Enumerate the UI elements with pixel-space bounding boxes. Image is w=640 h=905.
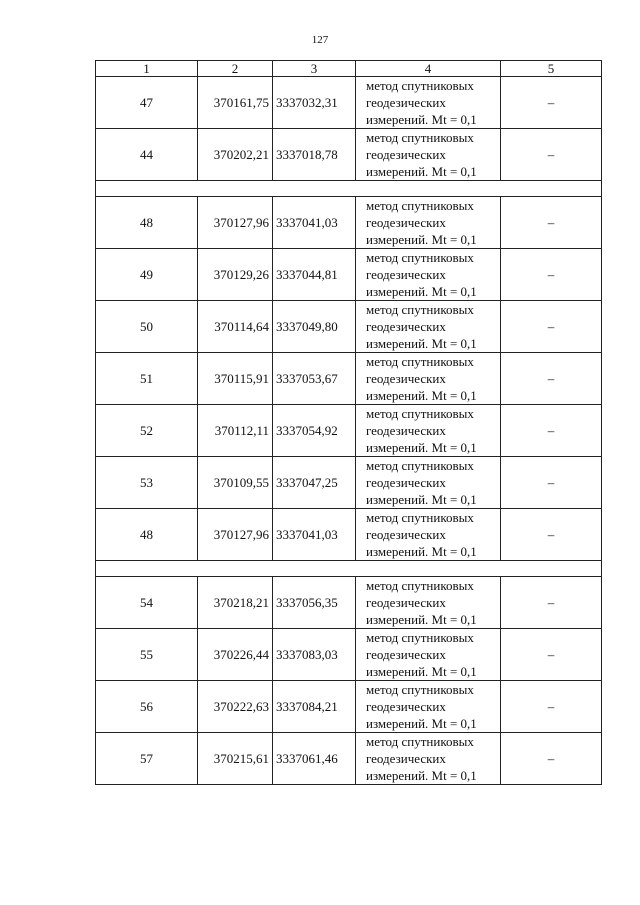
method-line: измерений. Mt = 0,1 (366, 612, 477, 627)
method-line: геодезических (366, 147, 446, 162)
group-separator-row (96, 561, 602, 577)
method-line: измерений. Mt = 0,1 (366, 716, 477, 731)
method-line: метод спутниковых (366, 130, 474, 145)
x-coordinate-cell: 370226,44 (198, 629, 273, 681)
x-coordinate-cell: 370161,75 (198, 77, 273, 129)
x-coordinate-cell: 370129,26 (198, 249, 273, 301)
point-number-cell: 54 (96, 577, 198, 629)
x-coordinate-cell: 370222,63 (198, 681, 273, 733)
method-line: геодезических (366, 215, 446, 230)
coordinates-table (95, 60, 602, 785)
method-line: геодезических (366, 647, 446, 662)
error-dash-cell: – (501, 457, 602, 509)
y-coordinate-cell: 3337083,03 (273, 629, 356, 681)
table-row (96, 77, 602, 129)
point-number-cell: 57 (96, 733, 198, 785)
point-number-cell: 56 (96, 681, 198, 733)
method-cell (356, 681, 501, 733)
table-row (96, 129, 602, 181)
x-coordinate-cell: 370218,21 (198, 577, 273, 629)
method-line: метод спутниковых (366, 510, 474, 525)
error-dash-cell: – (501, 577, 602, 629)
method-line: измерений. Mt = 0,1 (366, 768, 477, 783)
header-col-4: 4 (356, 61, 501, 77)
x-coordinate-cell: 370127,96 (198, 197, 273, 249)
table-row (96, 353, 602, 405)
point-number-cell: 52 (96, 405, 198, 457)
method-cell (356, 353, 501, 405)
table-row (96, 405, 602, 457)
y-coordinate-cell: 3337049,80 (273, 301, 356, 353)
point-number-cell: 44 (96, 129, 198, 181)
point-number-cell: 50 (96, 301, 198, 353)
method-line: метод спутниковых (366, 630, 474, 645)
method-line: метод спутниковых (366, 302, 474, 317)
method-line: метод спутниковых (366, 682, 474, 697)
group-separator-row (96, 181, 602, 197)
method-line: геодезических (366, 751, 446, 766)
x-coordinate-cell: 370202,21 (198, 129, 273, 181)
method-line: измерений. Mt = 0,1 (366, 164, 477, 179)
x-coordinate-cell: 370114,64 (198, 301, 273, 353)
method-line: геодезических (366, 595, 446, 610)
method-line: метод спутниковых (366, 250, 474, 265)
error-dash-cell: – (501, 301, 602, 353)
x-coordinate-cell: 370115,91 (198, 353, 273, 405)
method-cell (356, 249, 501, 301)
x-coordinate-cell: 370127,96 (198, 509, 273, 561)
error-dash-cell: – (501, 681, 602, 733)
method-line: метод спутниковых (366, 578, 474, 593)
method-line: измерений. Mt = 0,1 (366, 112, 477, 127)
method-line: метод спутниковых (366, 406, 474, 421)
y-coordinate-cell: 3337061,46 (273, 733, 356, 785)
method-line: измерений. Mt = 0,1 (366, 388, 477, 403)
method-cell (356, 129, 501, 181)
point-number-cell: 55 (96, 629, 198, 681)
method-line: измерений. Mt = 0,1 (366, 664, 477, 679)
error-dash-cell: – (501, 129, 602, 181)
method-cell (356, 457, 501, 509)
method-line: метод спутниковых (366, 78, 474, 93)
x-coordinate-cell: 370109,55 (198, 457, 273, 509)
point-number-cell: 48 (96, 197, 198, 249)
point-number-cell: 48 (96, 509, 198, 561)
method-line: измерений. Mt = 0,1 (366, 492, 477, 507)
point-number-cell: 47 (96, 77, 198, 129)
y-coordinate-cell: 3337084,21 (273, 681, 356, 733)
method-line: геодезических (366, 319, 446, 334)
error-dash-cell: – (501, 629, 602, 681)
method-line: измерений. Mt = 0,1 (366, 336, 477, 351)
method-cell (356, 77, 501, 129)
method-cell (356, 629, 501, 681)
method-line: метод спутниковых (366, 458, 474, 473)
method-line: метод спутниковых (366, 198, 474, 213)
header-col-5: 5 (501, 61, 602, 77)
method-line: измерений. Mt = 0,1 (366, 284, 477, 299)
x-coordinate-cell: 370215,61 (198, 733, 273, 785)
error-dash-cell: – (501, 353, 602, 405)
y-coordinate-cell: 3337041,03 (273, 509, 356, 561)
y-coordinate-cell: 3337054,92 (273, 405, 356, 457)
table-body (96, 77, 602, 785)
method-line: геодезических (366, 95, 446, 110)
separator-cell (96, 561, 602, 577)
error-dash-cell: – (501, 733, 602, 785)
point-number-cell: 51 (96, 353, 198, 405)
header-col-1: 1 (96, 61, 198, 77)
point-number-cell: 53 (96, 457, 198, 509)
error-dash-cell: – (501, 197, 602, 249)
y-coordinate-cell: 3337047,25 (273, 457, 356, 509)
error-dash-cell: – (501, 77, 602, 129)
method-line: геодезических (366, 267, 446, 282)
method-cell (356, 577, 501, 629)
method-line: геодезических (366, 371, 446, 386)
method-line: геодезических (366, 699, 446, 714)
table-row (96, 457, 602, 509)
table-row (96, 197, 602, 249)
table-header-row (96, 61, 602, 77)
method-cell (356, 405, 501, 457)
y-coordinate-cell: 3337018,78 (273, 129, 356, 181)
table-row (96, 249, 602, 301)
method-line: измерений. Mt = 0,1 (366, 440, 477, 455)
table-row (96, 301, 602, 353)
header-col-2: 2 (198, 61, 273, 77)
page-number: 127 (311, 34, 329, 46)
y-coordinate-cell: 3337032,31 (273, 77, 356, 129)
y-coordinate-cell: 3337056,35 (273, 577, 356, 629)
x-coordinate-cell: 370112,11 (198, 405, 273, 457)
table-row (96, 733, 602, 785)
method-cell (356, 301, 501, 353)
header-col-3: 3 (273, 61, 356, 77)
method-line: геодезических (366, 423, 446, 438)
table-row (96, 629, 602, 681)
error-dash-cell: – (501, 249, 602, 301)
method-line: геодезических (366, 475, 446, 490)
table-row (96, 681, 602, 733)
error-dash-cell: – (501, 405, 602, 457)
point-number-cell: 49 (96, 249, 198, 301)
y-coordinate-cell: 3337041,03 (273, 197, 356, 249)
method-line: измерений. Mt = 0,1 (366, 232, 477, 247)
y-coordinate-cell: 3337053,67 (273, 353, 356, 405)
method-line: метод спутниковых (366, 354, 474, 369)
method-cell (356, 509, 501, 561)
method-line: метод спутниковых (366, 734, 474, 749)
error-dash-cell: – (501, 509, 602, 561)
table-row (96, 577, 602, 629)
method-cell (356, 733, 501, 785)
method-cell (356, 197, 501, 249)
table-row (96, 509, 602, 561)
method-line: измерений. Mt = 0,1 (366, 544, 477, 559)
y-coordinate-cell: 3337044,81 (273, 249, 356, 301)
method-line: геодезических (366, 527, 446, 542)
separator-cell (96, 181, 602, 197)
